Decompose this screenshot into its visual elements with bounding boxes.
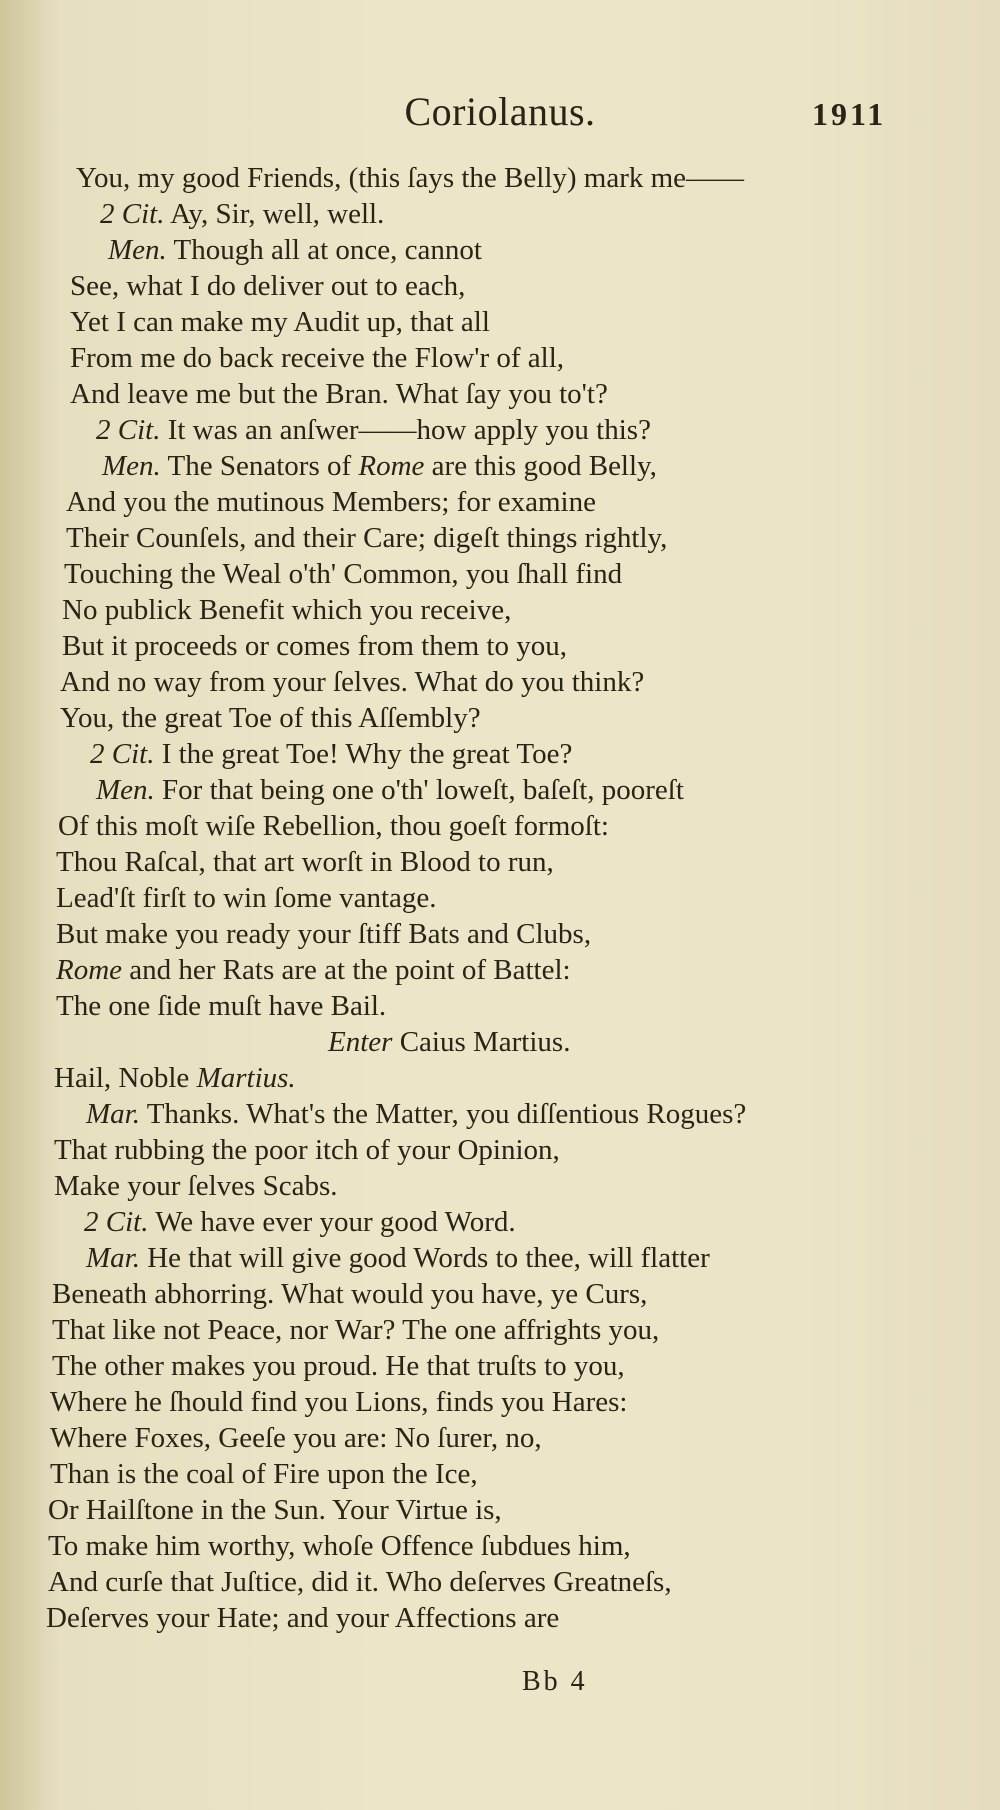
text-line: And curſe that Juſtice, did it. Who deſerves Greatneſs, [48,1566,672,1598]
play-title: Coriolanus. [404,89,596,134]
text-line: You, the great Toe of this Aſſembly? [60,702,481,734]
text-line: Make your ſelves Scabs. [54,1170,338,1202]
signature-mark: Bb 4 [522,1666,588,1697]
speaker-name: Mar. [86,1098,140,1130]
text-line: From me do back receive the Flow'r of all, [70,342,565,374]
speaker-name: Men. [108,234,167,266]
text-line: The one ſide muſt have Bail. [56,990,387,1022]
text-line: Deſerves your Hate; and your Affections are [46,1602,560,1634]
text-line: Yet I can make my Audit up, that all [70,306,490,338]
text-line: Their Counſels, and their Care; digeſt things rightly, [66,522,668,554]
speaker-name: Men. [96,774,155,806]
text-line: 2 Cit. Ay, Sir, well, well. [100,198,385,230]
text-line: You, my good Friends, (this ſays the Belly) mark me—— [76,162,745,194]
speaker-name: 2 Cit. [84,1206,149,1238]
text-line: 2 Cit. It was an anſwer——how apply you this? [96,414,651,446]
text-line: No publick Benefit which you receive, [62,594,512,626]
text-line: Rome and her Rats are at the point of Battel: [56,954,571,986]
text-line: And you the mutinous Members; for examine [66,486,596,518]
text-line: Or Hailſtone in the Sun. Your Virtue is, [48,1494,502,1526]
speaker-name: Men. [102,450,161,482]
text-line: Where Foxes, Geeſe you are: No ſurer, no, [50,1422,542,1454]
text-line: Men. Though all at once, cannot [108,234,482,266]
text-line: Of this moſt wiſe Rebellion, thou goeſt formoſt: [58,810,609,842]
text-line: See, what I do deliver out to each, [70,270,466,302]
speaker-name: Mar. [86,1242,140,1274]
text-line: That rubbing the poor itch of your Opinion, [54,1134,560,1166]
text-line: The other makes you proud. He that truſts to you, [52,1350,625,1382]
speaker-name: 2 Cit. [100,198,165,230]
speaker-name: 2 Cit. [96,414,161,446]
text-line: Men. The Senators of Rome are this good Belly, [102,450,657,482]
text-line: Than is the coal of Fire upon the Ice, [50,1458,478,1490]
page-number: 1911 [812,96,887,132]
text-line: And no way from your ſelves. What do you think? [60,666,645,698]
text-line: 2 Cit. We have ever your good Word. [84,1206,516,1238]
text-line: Thou Raſcal, that art worſt in Blood to run, [56,846,554,878]
text-line: But it proceeds or comes from them to you, [62,630,567,662]
text-line: Beneath abhorring. What would you have, ye Curs, [52,1278,648,1310]
text-line: But make you ready your ſtiff Bats and Clubs, [56,918,592,950]
text-line: And leave me but the Bran. What ſay you to't? [70,378,608,410]
text-line: Hail, Noble Martius. [54,1062,296,1094]
text-line: Men. For that being one o'th' loweſt, baſeſt, pooreſt [96,774,684,806]
speaker-name: 2 Cit. [90,738,155,770]
text-line: Mar. He that will give good Words to thee, will flatter [86,1242,710,1274]
text-line: That like not Peace, nor War? The one affrights you, [52,1314,660,1346]
text-line: Mar. Thanks. What's the Matter, you diſſentious Rogues? [86,1098,747,1130]
text-line: Lead'ſt firſt to win ſome vantage. [56,882,437,914]
text-line: Touching the Weal o'th' Common, you ſhall find [64,558,623,590]
stage-direction: Enter Caius Martius. [328,1026,571,1058]
text-line: To make him worthy, whoſe Offence ſubdues him, [48,1530,631,1562]
text-line: Where he ſhould find you Lions, finds you Hares: [50,1386,628,1418]
text-line: 2 Cit. I the great Toe! Why the great Toe? [90,738,573,770]
